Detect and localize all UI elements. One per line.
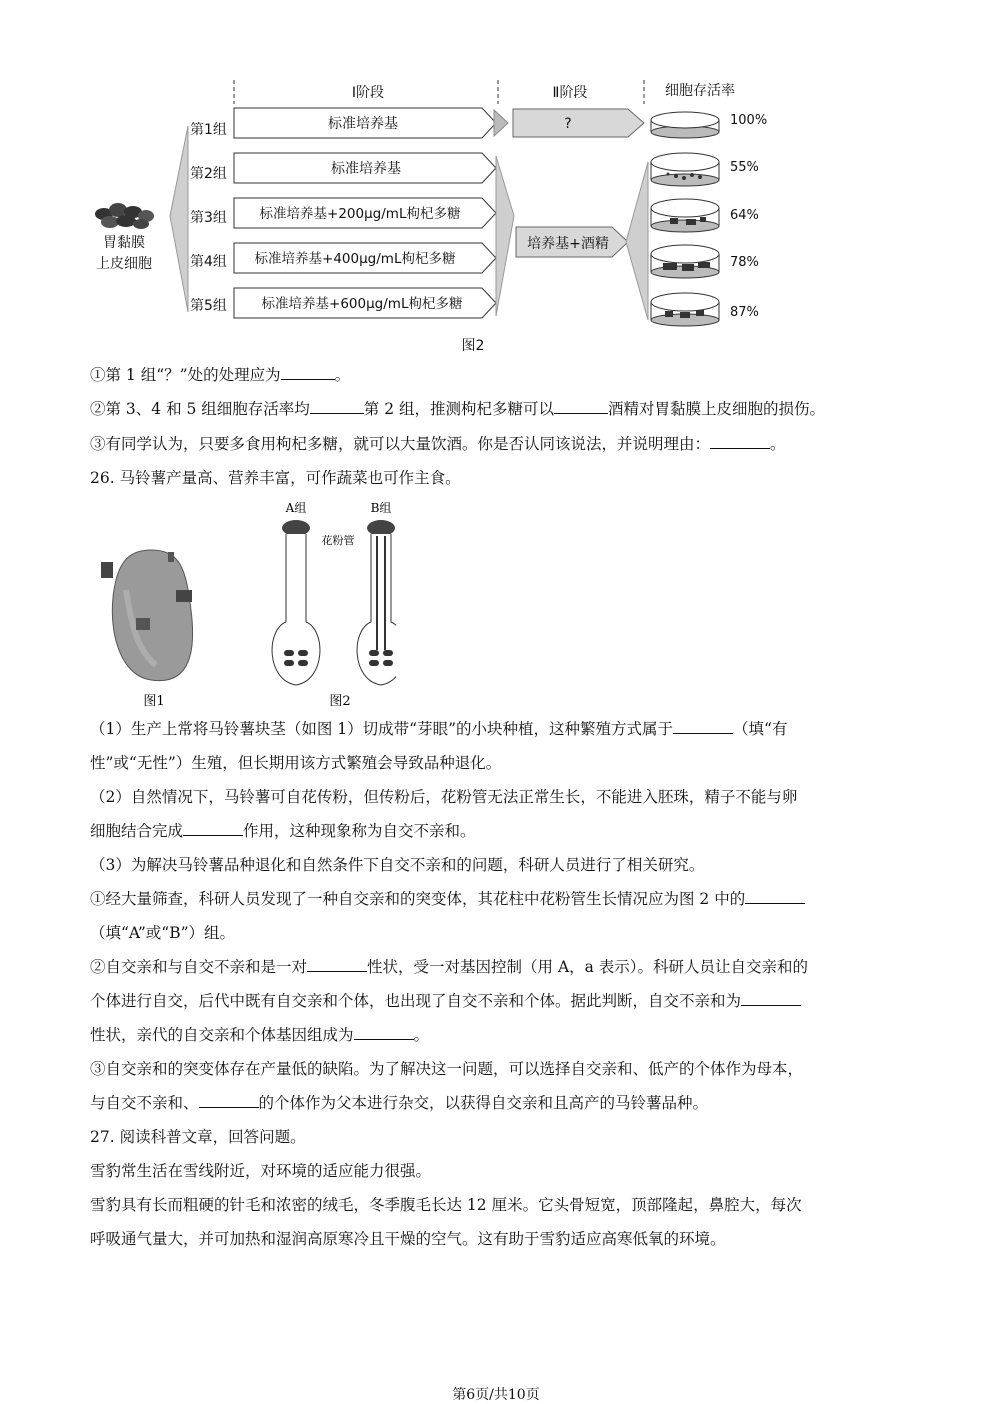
q26-figures [96,500,396,710]
answer-blank[interactable] [310,399,364,414]
survival-rate-2: 55% [730,160,759,175]
group-label-2: 第2组 [190,166,227,182]
potato-icon [101,550,193,681]
survival-label: 细胞存活率 [665,83,735,99]
stage1-text-3: 标准培养基+200μg/mL枸杞多糖 [259,206,461,222]
q25-line3: ③有同学认为，只要多食用枸杞多糖，就可以大量饮酒。你是否认同该说法，并说明理由： 。 [90,435,786,453]
survival-rate-5: 87% [730,305,759,320]
answer-blank[interactable] [710,434,770,449]
q26-p1c: 性”或“无性”）生殖，但长期用该方式繁殖会导致品种退化。 [90,754,502,772]
survival-rate-3: 64% [730,208,759,223]
dish-5 [651,293,719,326]
fig1-caption: 图1 [143,694,165,709]
q26-p6a: ③自交亲和的突变体存在产量低的缺陷。为了解决这一问题，可以选择自交亲和、低产的个体作为母本， [90,1060,804,1078]
q27-p2a: 雪豹具有长而粗硬的针毛和浓密的绒毛，冬季腹毛长达 12 厘米。它头骨短宽，顶部隆起，鼻腔大，每次 [90,1196,802,1214]
stage2-label: Ⅱ阶段 [552,85,588,101]
cell-cluster-icon [95,203,154,229]
group-label-4: 第4组 [190,254,227,270]
stage2-text-1: ? [564,116,572,132]
q26-p4b: （填“A”或“B”）组。 [90,924,236,942]
merge-fan-arrow [496,156,514,316]
q26-p3: （3）为解决马铃薯品种退化和自然条件下自交不亲和的问题，科研人员进行了相关研究。 [90,856,705,874]
answer-blank[interactable] [199,1093,259,1108]
cell-label-line2: 上皮细胞 [96,256,152,272]
pollen-tube-label: 花粉管 [321,534,355,547]
experiment-diagram [88,76,808,356]
q27-p1: 雪豹常生活在雪线附近，对环境的适应能力很强。 [90,1162,432,1180]
q26-p2a: （2）自然情况下，马铃薯可自花传粉，但传粉后，花粉管无法正常生长，不能进入胚珠，精子不能与卵 [90,788,798,806]
q26-p5a: ②自交亲和与自交不亲和是一对 性状，受一对基因控制（用 A，a 表示）。科研人员让自交亲和的 [90,958,809,976]
group-label-5: 第5组 [190,298,227,314]
q26-p1a: （1）生产上常将马铃薯块茎（如图 1）切成带“芽眼”的小块种植，这种繁殖方式属于 （填“有 [90,720,788,738]
experiment-figure [88,76,808,356]
answer-blank[interactable] [354,1025,414,1040]
group-label-1: 第1组 [190,122,227,138]
cell-label-line1: 胃黏膜 [103,235,145,251]
group-a-label: A组 [285,501,307,515]
answer-blank[interactable] [307,957,367,972]
group-label-3: 第3组 [190,210,227,226]
q26-p5d: 性状，亲代的自交亲和个体基因组成为 。 [90,1026,430,1044]
potato-and-pollen-figures [96,500,396,710]
answer-blank[interactable] [281,365,335,380]
stage1-text-4: 标准培养基+400μg/mL枸杞多糖 [254,251,456,267]
dish-3 [651,199,719,232]
stage2-arrow-1 [513,109,644,137]
q27-p2b: 呼吸通气量大，并可加热和湿润高原寒冷且干燥的空气。这有助于雪豹适应高寒低氧的环境。 [90,1230,726,1248]
q26-title: 26. 马铃薯产量高、营养丰富，可作蔬菜也可作主食。 [90,469,461,487]
q26-p5c: 个体进行自交，后代中既有自交亲和个体，也出现了自交不亲和个体。据此判断，自交不亲和为 [90,990,801,1012]
stage1-text-1: 标准培养基 [328,116,398,132]
stage1-text-2: 标准培养基 [331,161,401,177]
q26-p4a: ①经大量筛查，科研人员发现了一种自交亲和的突变体，其花柱中花粉管生长情况应为图 2 中的 [90,888,805,910]
answer-blank[interactable] [673,719,733,734]
stage2-text-others: 培养基+酒精 [527,236,609,252]
left-fan-arrow [170,126,188,312]
survival-rate-1: 100% [730,113,768,128]
answer-blank[interactable] [741,991,801,1006]
answer-blank[interactable] [745,889,805,904]
q25-line2: ②第 3、4 和 5 组细胞存活率均 第 2 组，推测枸杞多糖可以 酒精对胃黏膜上皮细胞的损伤。 [90,400,826,418]
group-b-label: B组 [370,501,392,515]
stage1-label: Ⅰ阶段 [351,85,385,101]
dish-4 [651,245,719,278]
survival-rate-4: 78% [730,255,759,270]
small-arrow-1 [494,110,508,136]
split-fan-arrow [626,162,648,320]
stage1-text-5: 标准培养基+600μg/mL枸杞多糖 [261,296,463,312]
q27-title: 27. 阅读科普文章，回答问题。 [90,1128,306,1146]
figure2-caption: 图2 [461,338,485,354]
q26-p2b: 细胞结合完成 作用，这种现象称为自交不亲和。 [90,822,476,840]
q25-line1: ①第 1 组“？”处的处理应为 。 [90,366,351,384]
q26-p6b: 与自交不亲和、 的个体作为父本进行杂交，以获得自交亲和且高产的马铃薯品种。 [90,1094,709,1112]
answer-blank[interactable] [554,399,608,414]
pistil-b [357,520,396,685]
answer-blank[interactable] [183,821,243,836]
dish-1 [651,112,719,138]
dish-2 [651,153,719,186]
fig2-small-caption: 图2 [329,694,351,709]
pistil-a [272,520,320,685]
page-footer: 第6页/共10页 [452,1387,540,1403]
